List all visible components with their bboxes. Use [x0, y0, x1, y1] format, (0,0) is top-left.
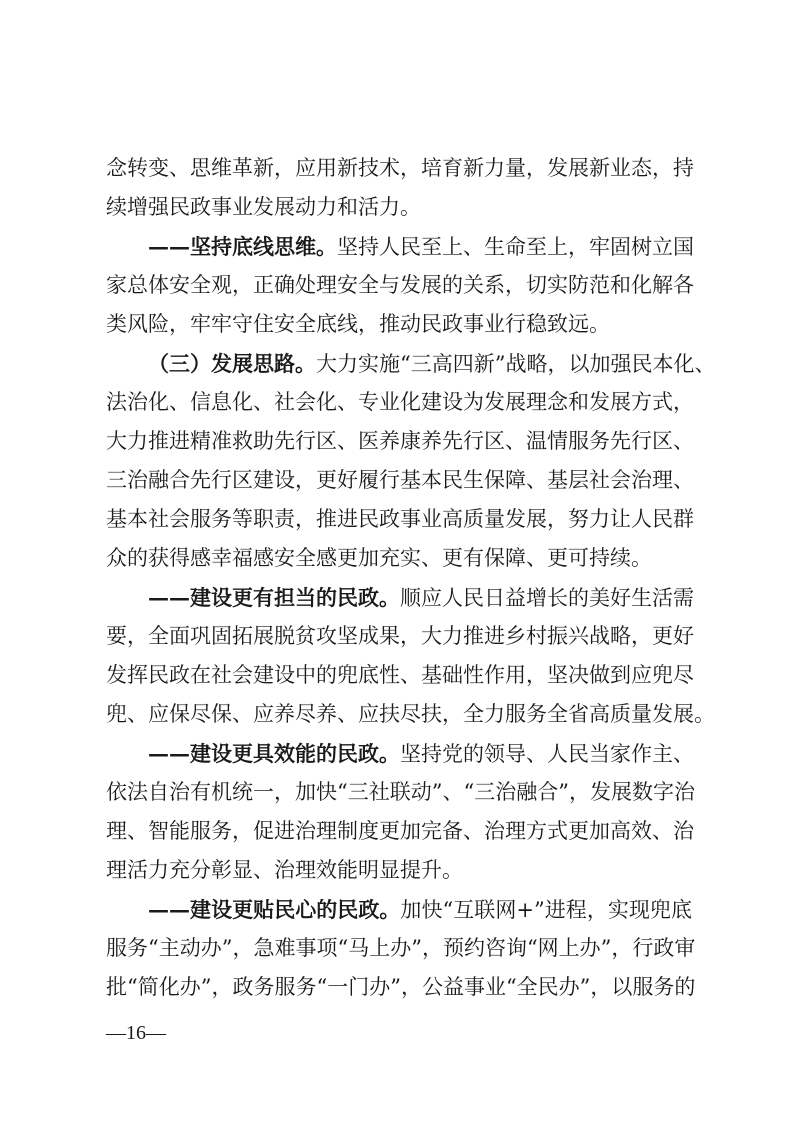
text-line	[106, 344, 716, 383]
text-line	[106, 188, 692, 227]
line-text: 三治融合先行区建设，更好履行基本民生保障、基层社会治理、	[106, 468, 694, 492]
text-line	[106, 383, 692, 422]
line-text: 众的获得感幸福感安全感更加充实、更有保障、更可持续。	[106, 546, 652, 570]
document-body	[106, 149, 716, 1007]
line-text: 坚持党的领导、人民当家作主、	[400, 742, 694, 766]
text-line	[106, 578, 692, 617]
line-text: 类风险，牢牢守住安全底线，推动民政事业行稳致远。	[106, 312, 610, 336]
text-line	[106, 929, 696, 968]
text-line	[106, 968, 696, 1007]
line-text: 兜、应保尽保、应养尽养、应扶尽扶，全力服务全省高质量发展。	[106, 702, 715, 726]
line-text: 理活力充分彰显、治理效能明显提升。	[106, 858, 463, 882]
text-line	[106, 422, 692, 461]
paragraph	[106, 890, 696, 1007]
line-text: 加快“互联网+”进程，实现兜底	[400, 898, 692, 922]
line-text: 依法自治有机统一，加快“三社联动”、“三治融合”，发展数字治	[106, 780, 695, 804]
text-line	[106, 617, 692, 656]
paragraph	[106, 227, 692, 344]
line-text: 发挥民政在社会建设中的兜底性、基础性作用，坚决做到应兜尽	[106, 663, 694, 687]
text-line	[106, 734, 692, 773]
paragraph	[106, 149, 692, 227]
text-line	[106, 500, 692, 539]
bold-heading: ——坚持底线思维。	[148, 234, 337, 259]
paragraph	[106, 578, 715, 734]
text-line	[106, 149, 692, 188]
line-text: 法治化、信息化、社会化、专业化建设为发展理念和发展方式，	[106, 390, 694, 414]
line-text: 服务“主动办”，急难事项“马上办”，预约咨询“网上办”，行政审	[106, 936, 696, 960]
text-line	[106, 656, 692, 695]
line-text: 续增强民政事业发展动力和活力。	[106, 195, 421, 219]
line-text: 理、智能服务，促进治理制度更加完备、治理方式更加高效、治	[106, 819, 694, 843]
text-line	[106, 851, 692, 890]
paragraph	[106, 344, 716, 578]
line-text: 大力实施“三高四新”战略，以加强民本化、	[316, 352, 716, 376]
text-line	[106, 227, 692, 266]
line-text: 家总体安全观，正确处理安全与发展的关系，切实防范和化解各	[106, 273, 694, 297]
page-number: —16—	[106, 1022, 166, 1044]
text-line	[106, 266, 692, 305]
bold-heading: ——建设更具效能的民政。	[148, 741, 400, 766]
text-line	[106, 539, 692, 578]
text-line	[106, 812, 692, 851]
text-line	[106, 695, 715, 734]
text-line	[106, 773, 695, 812]
line-text: 坚持人民至上、生命至上，牢固树立国	[337, 235, 694, 259]
line-text: 基本社会服务等职责，推进民政事业高质量发展，努力让人民群	[106, 507, 694, 531]
line-text: 大力推进精准救助先行区、医养康养先行区、温情服务先行区、	[106, 429, 694, 453]
bold-heading: ——建设更有担当的民政。	[148, 585, 400, 610]
line-text: 批“简化办”，政务服务“一门办”，公益事业“全民办”，以服务的	[106, 975, 696, 999]
bold-heading: ——建设更贴民心的民政。	[148, 897, 401, 922]
line-text: 顺应人民日益增长的美好生活需	[400, 586, 694, 610]
bold-heading: （三）发展思路。	[148, 351, 316, 376]
paragraph	[106, 734, 695, 890]
text-line	[106, 461, 692, 500]
line-text: 要，全面巩固拓展脱贫攻坚成果，大力推进乡村振兴战略，更好	[106, 624, 694, 648]
text-line	[106, 305, 692, 344]
text-line	[106, 890, 692, 929]
line-text: 念转变、思维革新，应用新技术，培育新力量，发展新业态，持	[106, 156, 694, 180]
